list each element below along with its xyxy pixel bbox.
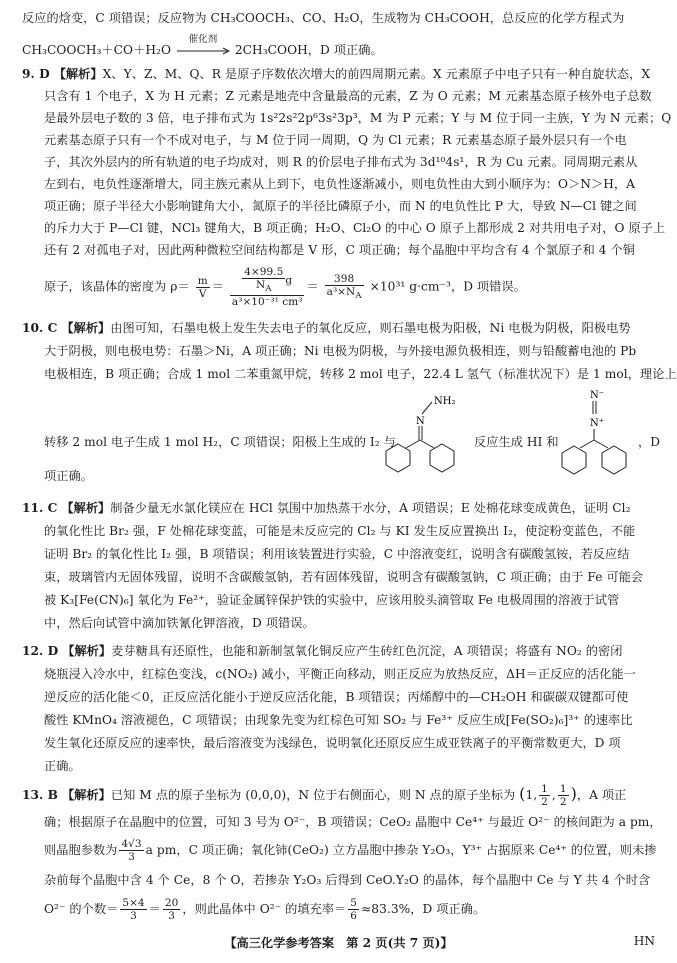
q12-text: 麦芽糖具有还原性，也能和新制氢氧化铜反应产生砖红色沉淀，A 项错误；将盛有 NO₂ 的密闭 [111,644,623,658]
n-label: N [416,416,425,427]
n-minus-label: N⁻ [590,390,605,401]
q10-line-4c: ，D [638,435,661,449]
q10-line-5: 项正确。 [44,469,93,483]
q9-line-5: 子，其次外层内的所有轨道的电子均成对，则 R 的价层电子排布式为 3d¹⁰4s¹，R 为 Cu 元素。同周期元素从 [44,155,638,169]
q13-text: 已知 M 点的原子坐标为 (0,0,0)，N 位于右侧面心，则 N 点的原子坐标为 [110,788,516,802]
q9-line-1 [22,66,657,82]
q12-tag: 【解析】 [62,644,112,658]
q10-line-3: 电极相连，B 项正确；合成 1 mol 二苯重氮甲烷，转移 2 mol 电子，22.4 L 氢气（标准状况下）是 1 mol，理论上 [44,367,677,381]
q10-line-4a: 转移 2 mol 电子生成 1 mol H₂，C 项错误；阳极上生成的 I₂ 与 [44,435,396,449]
q9-line-6: 左到右，电负性逐渐增大，同主族元素从上到下，电负性逐渐减小，则电负性由大到小顺序为：O＞N＞H，A [44,177,635,191]
q11-line-1 [22,500,657,516]
q11-line-6: 中，然后向试管中滴加铁氰化钾溶液，D 项错误。 [44,616,315,630]
q11-text: 制备少量无水氯化镁应在 HCl 氛围中加热蒸干水分，A 项错误；E 处棉花球变成黄色，证明 Cl₂ [110,501,631,515]
q13-line-1: 13. B 【解析】已知 M 点的原子坐标为 (0,0,0)，N 位于右侧面心，则 N 点的原子坐标为 (1, $\frac{1}{2}$ , $\frac{1}{2}$ )，A 项正 [22,783,627,808]
nh2-label: NH₂ [434,396,456,407]
q9-tag: 【解析】 [53,67,103,81]
q9-text: X、Y、Z、M、Q、R 是原子序数依次增大的前四周期元素。X 元素原子中电子只有一种自旋状态，X [102,67,651,81]
q11-number: 11. C [22,501,58,515]
q9-line-8: 的斥力大于 P—Cl 键，NCl₃ 键角大，B 项正确；H₂O、Cl₂O 的中心 O 原子上都形成 2 对共用电子对，O 原子上 [44,221,666,235]
q10-line-1 [22,320,657,336]
fraction-m-v: $\frac{m}{V}$ [197,274,208,300]
q8-line: 反应的焓变，C 项错误；反应物为 CH₃COOCH₃、CO、H₂O，生成物为 CH₃COOH，总反应的化学方程式为 [22,11,625,25]
q12-line-6: 正确。 [44,759,81,773]
q11-line-4: 束，玻璃管内无固体残留，说明不含碳酸氢钠，若有固体残留，说明含有碳酸氢钠，C 项正确；由于 Fe 可能会 [44,570,644,584]
q12-line-2: 烧瓶浸入冷水中，红棕色变浅，c(NO₂) 减小，平衡正向移动，则正反应为放热反应，ΔH＝正反应的活化能一 [44,667,636,681]
fraction-4sqrt3: $\frac{4√3}{3}$ [121,838,142,863]
q9-line-3: 是最外层电子数的 3 倍，电子排布式为 1s²2s²2p⁶3s²3p³，M 为 P 元素；Y 与 M 位于同一主族，Y 为 N 元素；Q [44,111,672,125]
q12-line-5: 发生氧化还原反应的速率快，最后溶液变为浅绿色，说明氧化还原反应生成亚铁离子的平衡常数更大，D 项 [44,736,621,750]
q12-number: 12. D [22,644,59,658]
coordinate-n: ( [519,784,526,803]
q11-tag: 【解析】 [61,501,111,515]
fraction-398: $\frac{398}{a^3\times N_A}$ [326,272,362,301]
q9-number: 9. D [22,67,50,81]
q10-number: 10. C [22,321,58,335]
q9-line-4: 元素基态原子只有一个不成对电子，与 M 位于同一周期，Q 为 Cl 元素；R 元素基态原子最外层只有一个电 [44,133,627,147]
q10-text: 由图可知，石墨电极上发生失去电子的氧化反应，则石墨电极为阳极，Ni 电极为阴极，阳极电势 [110,321,631,335]
q12-line-3: 逆反应的活化能＜0，正反应活化能小于逆反应活化能，B 项错误；丙烯醇中的—CH₂OH 和碳碳双键都可使 [44,690,629,704]
q10-line-2: 大于阴极，则电极电势：石墨＞Ni，A 项正确；Ni 电极为阴极，与外接电源负极相连，则与铅酸蓄电池的 Pb [44,344,637,358]
n-plus-label: N⁺ [590,418,605,429]
q13-number: 13. B [22,788,58,802]
q9-density-line: 原子，该晶体的密度为 ρ＝ $\frac{m}{V}$ ＝ $\frac{4\times 99.5}{N_A}$ g a³×10⁻³¹ cm³ ＝ $\frac{398}{a^3\times N_A}$ ×10³¹ g·cm⁻³，D 项错误。 [44,266,526,309]
equation-right: 2CH₃COOH，D 项正确。 [234,43,383,57]
reaction-arrow [175,33,231,58]
q13-line-3: 则晶胞参数为 $\frac{4√3}{3}$ a pm，C 项正确；氧化铈(CeO₂) 立方晶胞中掺杂 Y₂O₃，Y³⁺ 占据原来 Ce⁴⁺ 的位置，则未掺 [44,838,657,863]
q12-line-4: 酸性 KMnO₄ 溶液褪色，C 项错误；由现象先变为红棕色可知 SO₂ 与 Fe³⁺ 反应生成[Fe(SO₂)₆]³⁺ 的速率比 [44,713,633,727]
q10-line-4b: 反应生成 HI 和 [474,435,559,449]
q11-line-3: 证明 Br₂ 的氧化性比 I₂ 强，B 项错误；利用该装置进行实验，C 中溶液变红，说明含有碳酸氢铵，若反应结 [44,547,630,561]
q9-line-2: 只含有 1 个电子，X 为 H 元素；Z 元素是地壳中含量最高的元素，Z 为 O 元素；M 元素基态原子核外电子总数 [44,89,652,103]
q10-tag: 【解析】 [61,321,111,335]
q11-line-2: 的氧化性比 Br₂ 强，F 处棉花球变蓝，可能是未反应完的 Cl₂ 与 KI 发生反应置换出 I₂，使淀粉变蓝色，不能 [44,524,636,538]
q9-line-9: 还有 2 对孤电子对，因此两种微粒空间结构都是 V 形，C 项正确；每个晶胞中平均含有 4 个氯原子和 4 个铜 [44,243,635,257]
q13-tag: 【解析】 [61,788,111,802]
q8-equation [22,33,657,58]
q9-line-7: 项正确；原子半径大小影响键角大小，氮原子的半径比磷原子小，而 N 的电负性比 P 大，导致 N—Cl 键之间 [44,199,637,213]
fraction-mass-volume: $\frac{4\times 99.5}{N_A}$ g a³×10⁻³¹ cm³ [231,266,303,309]
page-footer: 【高三化学参考答案 第 2 页(共 7 页)】 [224,936,453,950]
q11-line-5: 被 K₃[Fe(CN)₆] 氧化为 Fe²⁺，验证金属锌保护铁的实验中，应该用胶头滴管取 Fe 电极周围的溶液于试管 [44,593,620,607]
density-prefix: 原子，该晶体的密度为 ρ＝ [44,279,190,294]
q13-line-4: 杂前每个晶胞中含 4 个 Ce，8 个 O，若掺杂 Y₂O₃ 后得到 CeO.Y₂O 的晶体，每个晶胞中 Ce 与 Y 共 4 个时含 [44,873,651,887]
region-code: HN [633,934,655,948]
catalyst-label: 催化剂 [188,33,218,45]
q13-line-2: 确；根据原子在晶胞中的位置，可知 3 号为 O²⁻，B 项错误；CeO₂ 晶胞中 Ce⁴⁺ 与最近 O²⁻ 的核间距为 a pm， [44,815,662,829]
equation-left: CH₃COOCH₃＋CO＋H₂O [22,43,171,57]
density-suffix: ×10³¹ g·cm⁻³，D 项错误。 [369,279,526,294]
q12-line-1 [22,643,657,659]
diphenyldiazomethane-structure [560,386,640,478]
q13-line-5: O²⁻ 的个数＝ $\frac{5\times 4}{3}$ ＝ $\frac{20}{3}$ ，则此晶体中 O²⁻ 的填充率＝ $\frac{5}{6}$ ≈83.3%，D 项正确。 [44,897,486,922]
benzophenone-hydrazone-structure [384,392,466,478]
